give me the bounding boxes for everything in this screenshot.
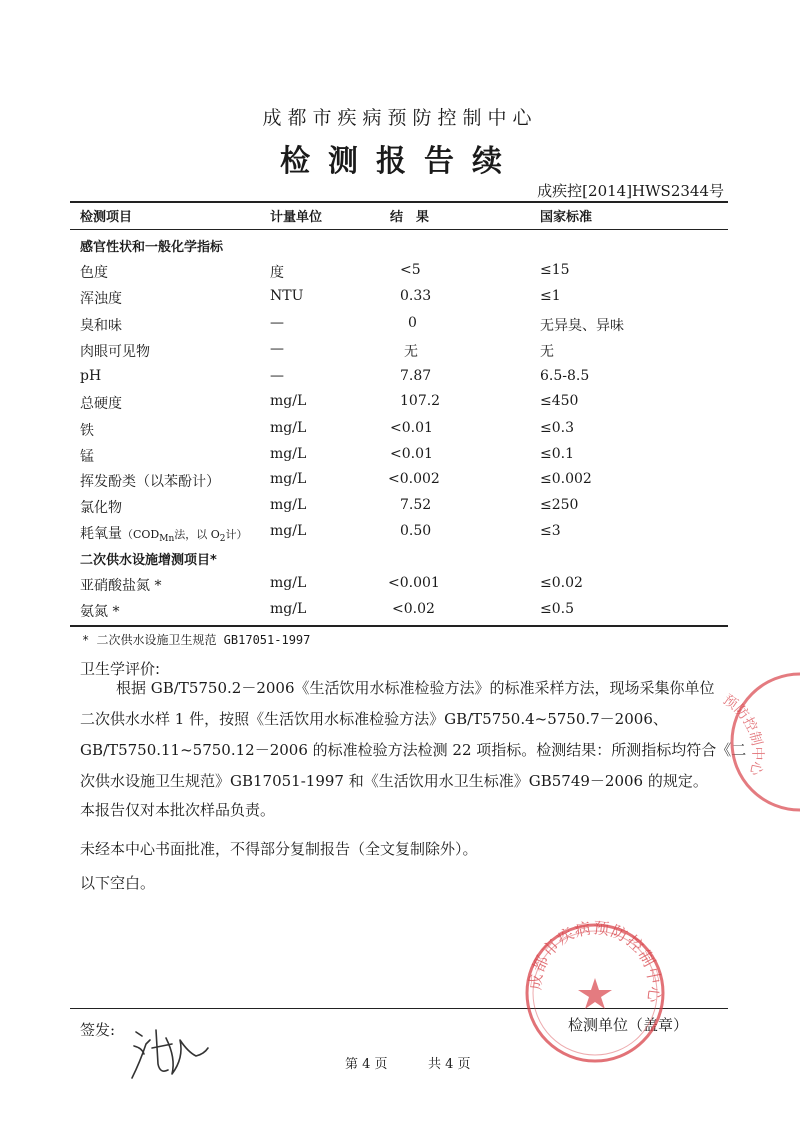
cell-standard: ≤0.5 (540, 601, 574, 617)
cell-unit: NTU (270, 288, 304, 304)
sign-label: 签发: (80, 1021, 116, 1039)
table-section-title (0, 549, 800, 575)
cell-result: <0.001 (388, 575, 440, 591)
cell-result: 无 (404, 344, 418, 360)
cell-unit: mg/L (270, 420, 307, 436)
table-row (0, 368, 800, 394)
cell-result: 0.33 (400, 288, 432, 304)
cell-result: <0.01 (390, 446, 433, 462)
cell-item: 氯化物 (80, 500, 122, 516)
table-row (0, 393, 800, 419)
table-section-title (0, 236, 800, 262)
report-title: 检测报告续 (280, 144, 520, 179)
cell-standard: 无 (540, 344, 554, 360)
cell-unit: mg/L (270, 497, 307, 513)
cell-unit: mg/L (270, 601, 307, 617)
seal-stamp-text: 成都市疾病预防控制中心 (525, 918, 665, 1005)
cell-result: <0.02 (392, 601, 435, 617)
column-header-result: 结 果 (390, 210, 430, 225)
cell-unit: — (270, 341, 284, 357)
cell-item: 铁 (80, 423, 94, 439)
column-header-item: 检测项目 (80, 210, 133, 225)
statement-copy: 未经本中心书面批准，不得部分复制报告（全文复制除外）。 (80, 840, 478, 858)
organization-name: 成都市疾病预防控制中心 (262, 107, 538, 129)
cell-result: <5 (400, 262, 421, 278)
cell-item: 色度 (80, 265, 108, 281)
table-bottom-rule (70, 625, 728, 627)
cell-item: 锰 (80, 449, 94, 465)
cell-item: 挥发酚类（以苯酚计） (80, 474, 220, 490)
cell-result: <0.002 (388, 471, 440, 487)
cell-standard: 无异臭、异味 (540, 318, 624, 334)
cell-standard: ≤450 (540, 393, 579, 409)
svg-text:预防控制中心 (720, 692, 766, 778)
edge-seal-text: 预防控制中心 (719, 691, 766, 778)
cell-item-detail (122, 528, 248, 545)
table-row (0, 497, 800, 523)
table-row (0, 420, 800, 446)
cell-item-paren-close: 计） (225, 528, 248, 541)
footnote: * 二次供水设施卫生规范 GB17051-1997 (82, 633, 311, 647)
statement-responsibility: 本报告仅对本批次样品负责。 (80, 801, 276, 819)
cell-standard: ≤3 (540, 523, 561, 539)
table-row (0, 315, 800, 341)
section-title-text: 二次供水设施增测项目* (80, 553, 217, 568)
table-row (0, 523, 800, 549)
cell-unit: mg/L (270, 393, 307, 409)
cell-item: pH (80, 368, 102, 384)
evaluation-title: 卫生学评价: (80, 660, 161, 678)
column-header-standard: 国家标准 (540, 210, 593, 225)
cell-unit: mg/L (270, 523, 307, 539)
cell-result: 107.2 (400, 393, 441, 409)
cell-standard: ≤0.002 (540, 471, 592, 487)
cell-unit: 度 (270, 265, 284, 281)
table-row (0, 471, 800, 497)
cell-item: 浑浊度 (80, 291, 122, 307)
cell-item-mid: 法，以 O (174, 528, 220, 541)
cell-unit: mg/L (270, 575, 307, 591)
cell-item: 臭和味 (80, 318, 122, 334)
evaluation-line: 次供水设施卫生规范》GB17051-1997 和《生活饮用水卫生标准》GB5749－2006 的规定。 (80, 772, 708, 790)
cell-standard: ≤15 (540, 262, 570, 278)
cell-standard: ≤0.3 (540, 420, 574, 436)
cell-item-paren-open: （COD (122, 528, 160, 541)
cell-unit: mg/L (270, 471, 307, 487)
cell-standard: ≤0.1 (540, 446, 574, 462)
cell-item: 总硬度 (80, 396, 122, 412)
cell-item: 氨氮 * (80, 604, 120, 620)
page-number: 第 4 页 (345, 1057, 388, 1072)
cell-result: 0.50 (400, 523, 432, 539)
cell-result: 7.87 (400, 368, 432, 384)
column-header-unit: 计量单位 (270, 210, 323, 225)
table-row (0, 341, 800, 367)
cell-item: 亚硝酸盐氮 * (80, 578, 162, 594)
cell-item-sub2: 2 (219, 534, 226, 545)
table-row (0, 601, 800, 627)
page-total: 共 4 页 (428, 1057, 471, 1072)
unit-label: 检测单位（盖章） (568, 1016, 689, 1034)
evaluation-line: 二次供水水样 1 件，按照《生活饮用水标准检验方法》GB/T5750.4~5750.7－2006、 (80, 710, 668, 728)
cell-standard: 6.5-8.5 (540, 368, 590, 384)
seal-stamp (520, 918, 670, 1068)
cell-result: <0.01 (390, 420, 433, 436)
cell-standard: ≤1 (540, 288, 561, 304)
report-number: 成疾控[2014]HWS2344号 (537, 182, 724, 200)
evaluation-line: 根据 GB/T5750.2－2006《生活饮用水标准检验方法》的标准采样方法，现场采集你单位 (116, 679, 715, 697)
edge-seal-stamp (700, 672, 800, 812)
cell-item-sub1: Mn (159, 534, 175, 545)
table-row (0, 288, 800, 314)
cell-result: 7.52 (400, 497, 432, 513)
cell-unit: — (270, 315, 284, 331)
cell-standard: ≤250 (540, 497, 579, 513)
statement-blank: 以下空白。 (80, 874, 156, 892)
evaluation-line: GB/T5750.11~5750.12－2006 的标准检验方法检测 22 项指标。检测结果：所测指标均符合《二 (80, 741, 747, 759)
table-top-rule (70, 201, 728, 203)
cell-item-main: 耗氧量 (80, 526, 122, 542)
cell-unit: — (270, 368, 284, 384)
table-row (0, 575, 800, 601)
cell-item (80, 523, 248, 544)
table-row (0, 446, 800, 472)
handwritten-signature (122, 1018, 222, 1088)
table-row (0, 262, 800, 288)
cell-standard: ≤0.02 (540, 575, 583, 591)
section-title-text: 感官性状和一般化学指标 (80, 240, 224, 255)
table-header-rule (70, 229, 728, 230)
cell-unit: mg/L (270, 446, 307, 462)
cell-result: 0 (408, 315, 417, 331)
cell-item: 肉眼可见物 (80, 344, 150, 360)
